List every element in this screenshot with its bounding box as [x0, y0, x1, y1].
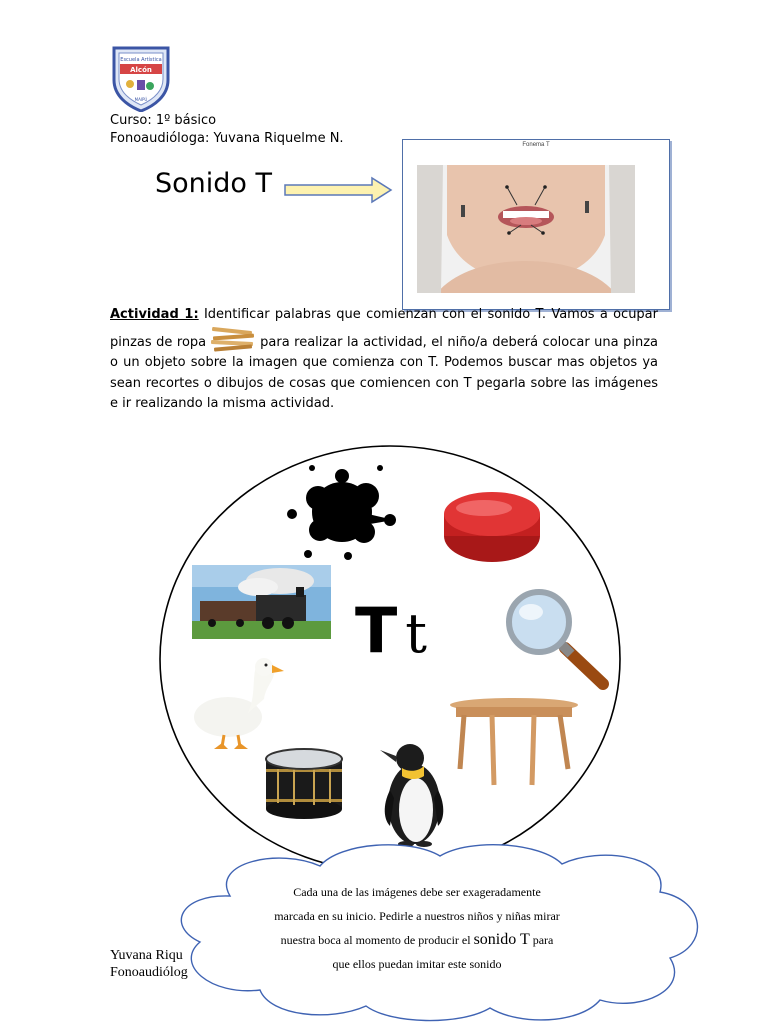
cloud-note	[252, 880, 582, 976]
train-image	[192, 565, 331, 639]
mouth-photo	[417, 165, 635, 293]
activity-paragraph	[110, 305, 658, 415]
cloud-line-3	[252, 928, 582, 952]
activity-label: Actividad 1:	[110, 307, 199, 322]
magnifying-glass-image	[505, 588, 611, 692]
drum-image	[262, 745, 346, 821]
signature-role: Fonoaudiólog	[110, 965, 188, 980]
cloud-line-1: Cada una de las imágenes debe ser exageradamente	[293, 885, 541, 899]
activity-text-part1: Identificar palabras que comienzan con el sonido T. Vamos a ocupar pinzas de ropa	[110, 307, 658, 350]
cloud-line-2: marcada en su inicio. Pedirle a nuestros niños y niñas mirar	[274, 909, 560, 923]
letter-lowercase: t	[405, 602, 427, 665]
activity-text-part2: para realizar la actividad, el niño/a deberá colocar una pinza o un objeto sobre la imagen que comienza con T. Podemos buscar mas objetos ya sean recortes o dibujos de cosas que comiencen con T pegarla sobre las imágenes e ir realizando la misma actividad.	[110, 334, 658, 411]
school-crest-logo	[110, 44, 172, 112]
course-label: Curso: 1º básico	[110, 113, 217, 128]
right-arrow-icon	[284, 176, 394, 204]
letter-uppercase: T	[355, 594, 398, 667]
svg-text:Escuela Artística: Escuela Artística	[120, 57, 162, 63]
red-lid-image	[442, 488, 542, 566]
svg-text:Alcón: Alcón	[130, 66, 152, 74]
cloud-line-4: que ellos puedan imitar este sonido	[332, 957, 502, 971]
clothespin-icon	[210, 326, 256, 352]
wooden-table-image	[448, 695, 580, 787]
sound-title: Sonido T	[155, 168, 273, 199]
cloud-line-3-start: nuestra boca al momento de producir el	[280, 933, 474, 947]
duck-image	[192, 655, 284, 752]
cloud-sound-emphasis: sonido T	[473, 931, 530, 948]
signature-name: Yuvana Riqu	[110, 948, 183, 963]
phoneme-image-frame	[402, 139, 670, 310]
svg-text:MAIPÚ: MAIPÚ	[134, 97, 148, 102]
phoneme-image-caption: Fonema T	[522, 142, 550, 148]
cloud-line-3-end: para	[529, 933, 554, 947]
therapist-label: Fonoaudióloga: Yuvana Riquelme N.	[110, 131, 344, 146]
letter-display	[355, 596, 427, 669]
penguin-image	[378, 740, 448, 850]
ink-splat-image	[280, 458, 402, 562]
